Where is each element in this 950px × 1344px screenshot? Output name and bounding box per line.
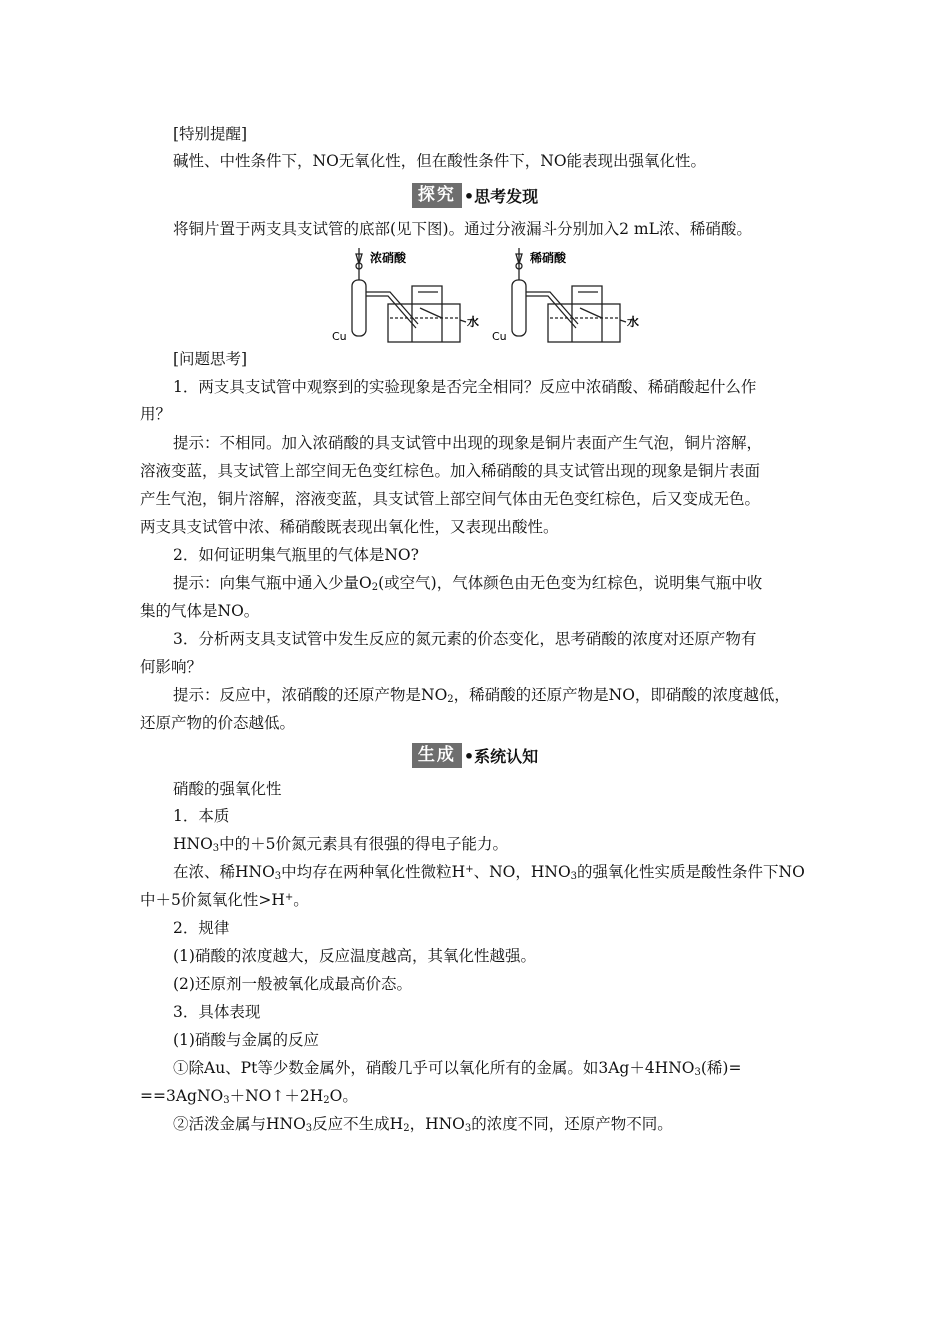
q1-line2: 用？ bbox=[140, 405, 172, 423]
section-1-text: $HNO_3$中的＋5价氮元素具有很强的得电子能力。 bbox=[173, 835, 509, 854]
right-cu-label: Cu bbox=[492, 330, 507, 343]
a1-line1: 提示：不相同。加入浓硝酸的具支试管中出现的现象是铜片表面产生气泡，铜片溶解， bbox=[173, 434, 763, 452]
explore-heading bbox=[0, 183, 950, 209]
a1-line2: 溶液变蓝，具支试管上部空间无色变红棕色。加入稀硝酸的具支试管出现的现象是铜片表面 bbox=[140, 462, 761, 480]
question-label: [问题思考] bbox=[173, 350, 248, 368]
explore-heading-box: 探究 bbox=[412, 183, 462, 208]
a1-line4: 两支具支试管中浓、稀硝酸既表现出氧化性，又表现出酸性。 bbox=[140, 518, 559, 536]
section-1-title: 1．本质 bbox=[173, 807, 230, 825]
section-1-text2: 在浓、稀$HNO_3$中均存在两种氧化性微粒H+、NO，$HNO_3$的强氧化性实质是酸性条件下NO bbox=[173, 863, 805, 882]
explore-intro: 将铜片置于两支具支试管的底部(见下图)。通过分液漏斗分别加入2 mL浓、稀硝酸。 bbox=[173, 220, 752, 238]
section-2-title: 2．规律 bbox=[173, 919, 230, 937]
section-3-item1a-cont: $==3AgNO_3+NO↑+2H_2O$。 bbox=[140, 1087, 358, 1106]
topic-title: 硝酸的强氧化性 bbox=[173, 780, 282, 798]
apparatus-diagram bbox=[330, 246, 650, 346]
section-1-text3: 中＋5价氮氧化性>H+。 bbox=[140, 891, 309, 909]
section-2-item2: (2)还原剂一般被氧化成最高价态。 bbox=[173, 975, 412, 993]
q1-line1: 1．两支具支试管中观察到的实验现象是否完全相同？反应中浓硝酸、稀硝酸起什么作 bbox=[173, 378, 757, 396]
special-note-label: [特别提醒] bbox=[173, 125, 248, 143]
gen-heading bbox=[0, 743, 950, 769]
right-water-label: 水 bbox=[627, 315, 640, 329]
q3-line1: 3．分析两支具支试管中发生反应的氮元素的价态变化，思考硝酸的浓度对还原产物有 bbox=[173, 630, 757, 648]
section-3-item1b: ②活泼金属与$HNO_3$反应不生成$H_2$，$HNO_3$的浓度不同，还原产物不同。 bbox=[173, 1115, 673, 1134]
gen-heading-box: 生成 bbox=[412, 743, 462, 768]
a3-line2: 还原产物的价态越低。 bbox=[140, 714, 296, 732]
left-cu-label: Cu bbox=[332, 330, 347, 343]
section-3-item1a: ①除Au、Pt等少数金属外，硝酸几乎可以氧化所有的金属。如$3Ag+4HNO_3$(稀)= bbox=[173, 1059, 742, 1078]
left-water-label: 水 bbox=[467, 315, 480, 329]
apparatus-figure bbox=[330, 246, 650, 346]
section-3-item1: (1)硝酸与金属的反应 bbox=[173, 1031, 319, 1049]
section-2-item1: (1)硝酸的浓度越大，反应温度越高，其氧化性越强。 bbox=[173, 947, 536, 965]
left-acid-label: 浓硝酸 bbox=[370, 251, 407, 265]
right-acid-label: 稀硝酸 bbox=[530, 251, 567, 265]
gen-heading-text: •系统认知 bbox=[463, 747, 539, 766]
a2-line2: 集的气体是NO。 bbox=[140, 602, 260, 620]
a2-line1: 提示：向集气瓶中通入少量$O_2$(或空气)，气体颜色由无色变为红棕色，说明集气瓶中收 bbox=[173, 574, 763, 593]
special-note-text: 碱性、中性条件下，NO无氧化性，但在酸性条件下，NO能表现出强氧化性。 bbox=[173, 152, 707, 170]
q2: 2．如何证明集气瓶里的气体是NO? bbox=[173, 546, 419, 564]
explore-heading-text: •思考发现 bbox=[463, 187, 539, 206]
a3-line1: 提示：反应中，浓硝酸的还原产物是$NO_2$，稀硝酸的还原产物是NO，即硝酸的浓度越低， bbox=[173, 686, 790, 705]
section-3-title: 3．具体表现 bbox=[173, 1003, 261, 1021]
a1-line3: 产生气泡，铜片溶解，溶液变蓝，具支试管上部空间气体由无色变红棕色，后又变成无色。 bbox=[140, 490, 761, 508]
q3-line2: 何影响？ bbox=[140, 658, 203, 676]
